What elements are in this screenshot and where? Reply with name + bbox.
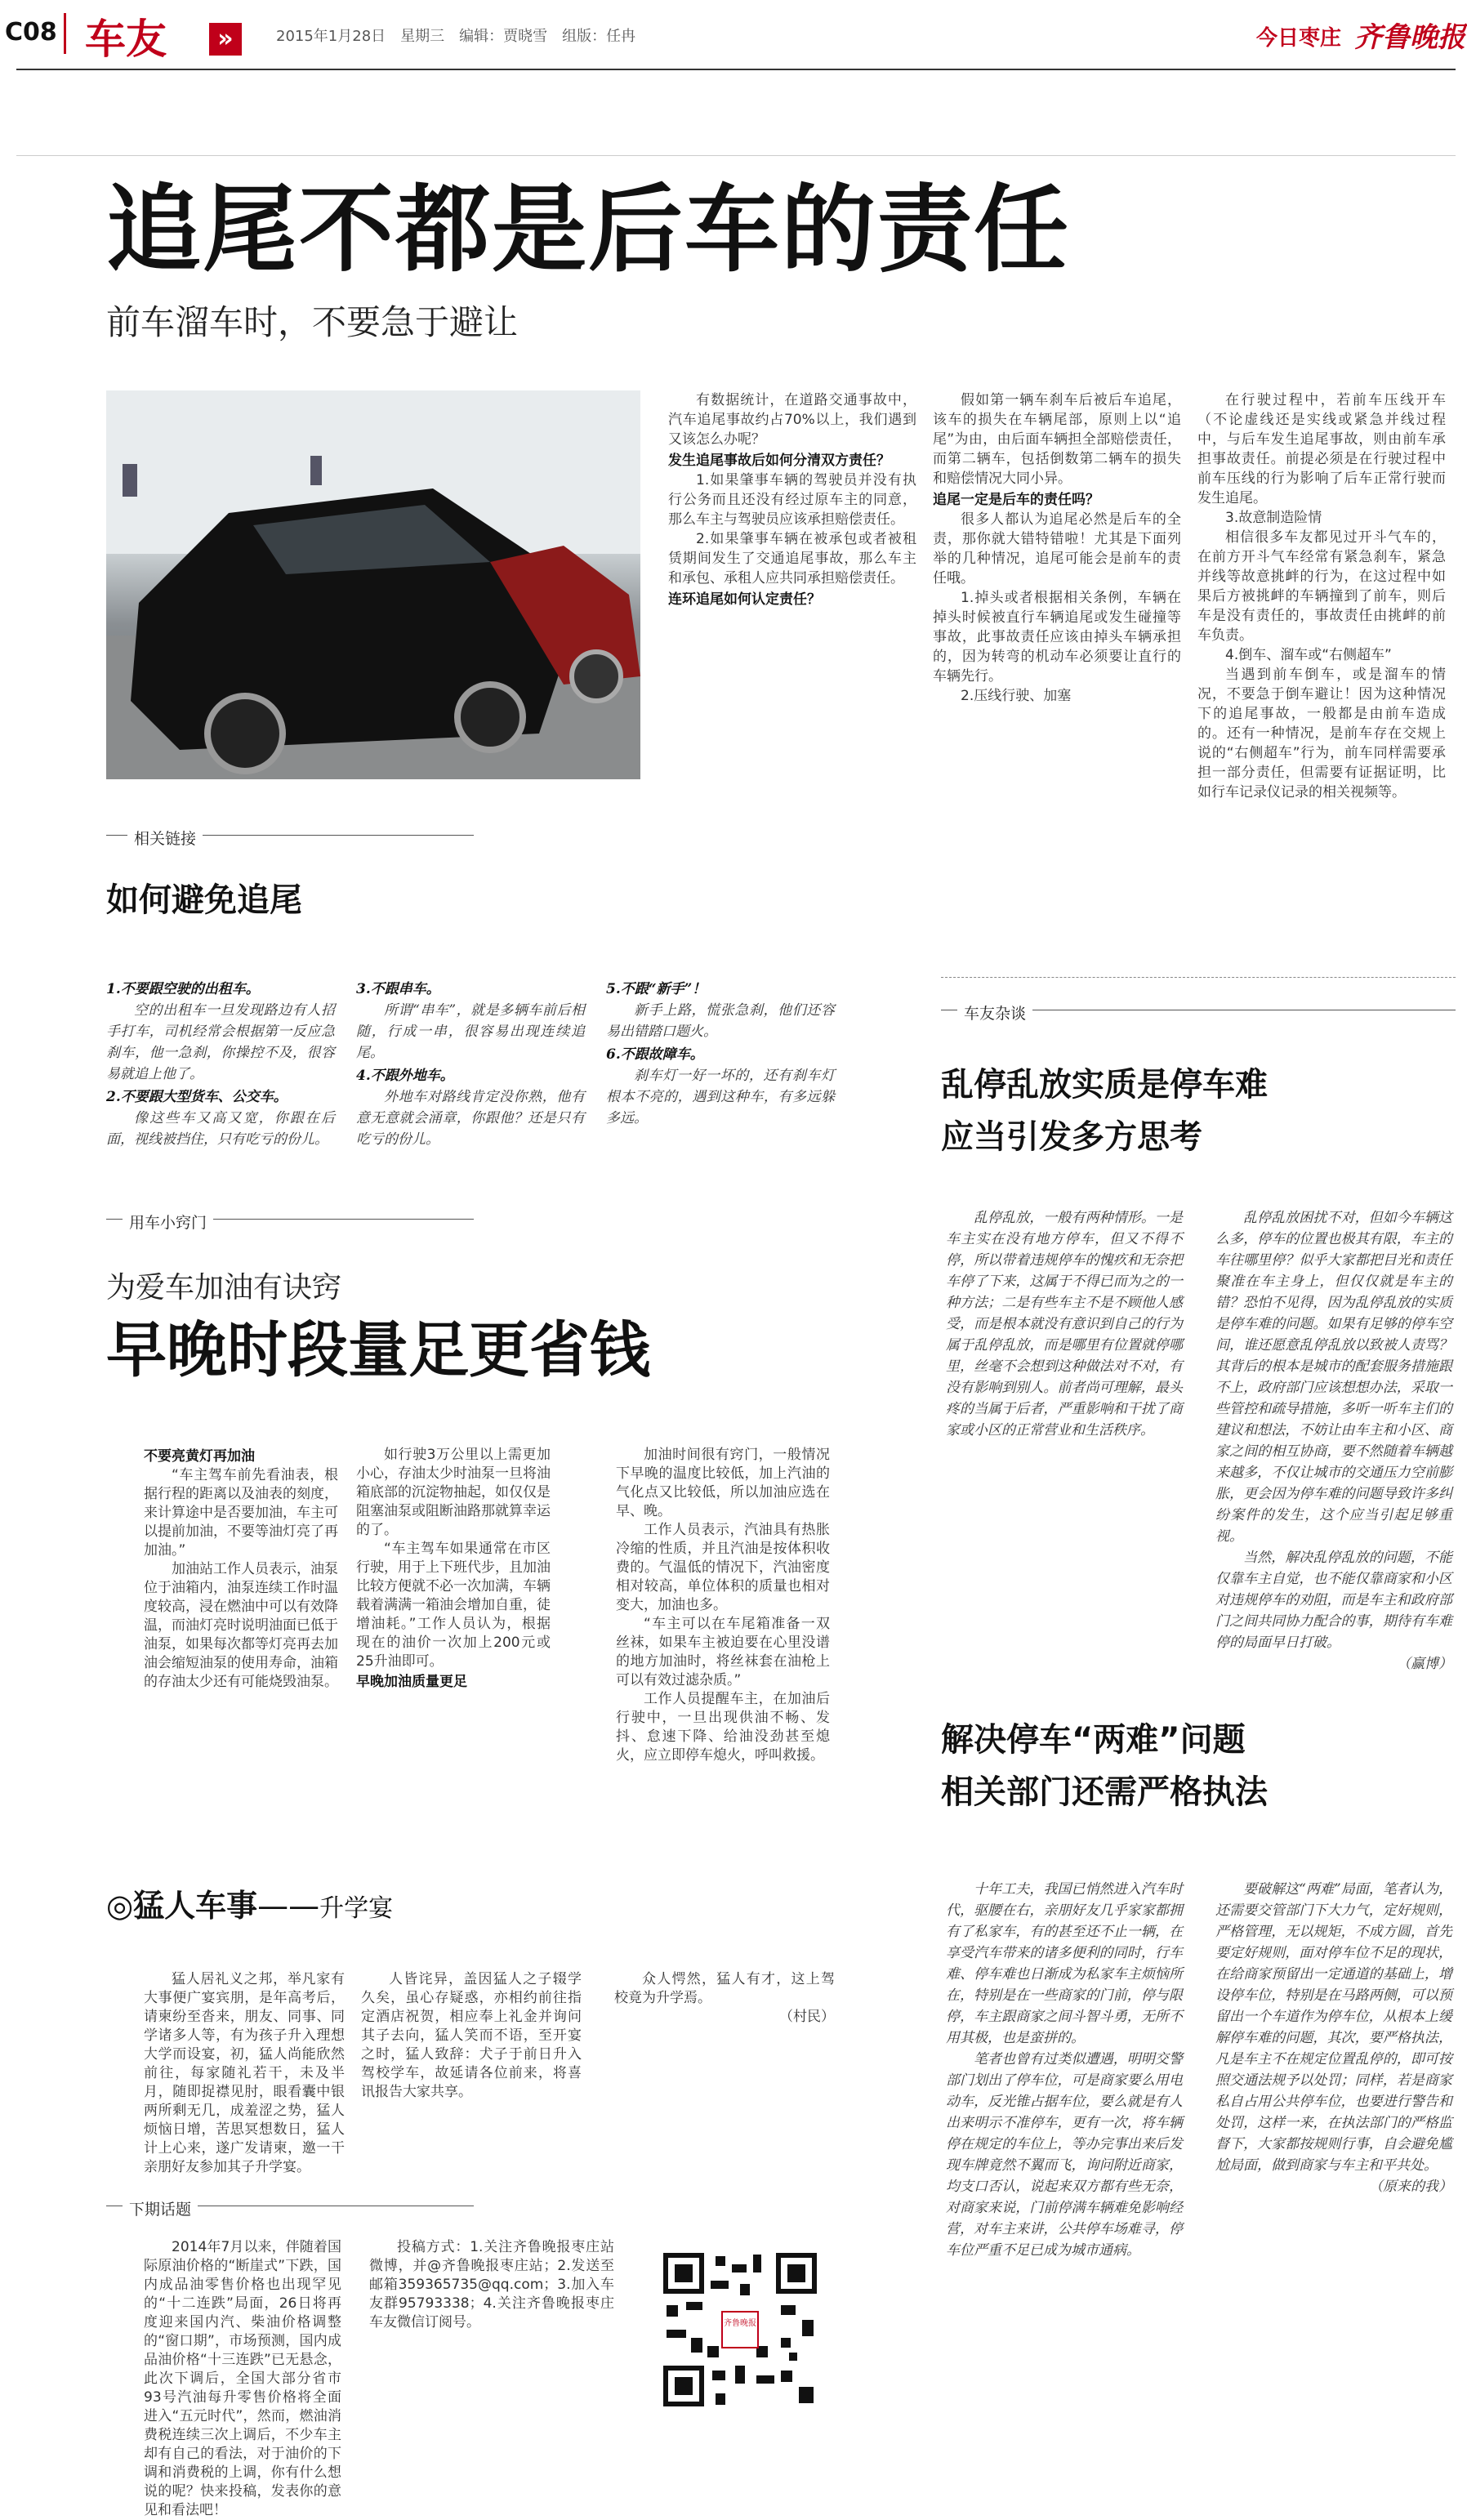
lead-headline: 追尾不都是后车的责任 bbox=[106, 175, 1070, 285]
next-body-col1 bbox=[144, 2238, 341, 2518]
link-paragraph: 1.不要跟空驶的出租车。 bbox=[106, 981, 260, 997]
issue-meta: 2015年1月28日 星期三 编辑：贾晓雪 组版：任冉 bbox=[276, 28, 636, 45]
solve-paragraph: 笔者也曾有过类似遭遇，明明交警部门划出了停车位，可是商家要么用电动车，反光锥占据车位，要么就是有人出来明示不准停车，更有一次，将车辆停在规定的车位上，等办完事出来后发现车牌竟然不翼而飞，询问附近商家，均支口否认，说起来双方都有些无奈，对商家来说，门前停满车辆难免影响经营，对车主来讲，公共停车场难寻，停车位严重不足已成为城市通病。 bbox=[946, 2051, 1183, 2259]
link-paragraphs-2 bbox=[356, 979, 585, 1150]
header-rule bbox=[16, 69, 1456, 70]
solve-body-col2 bbox=[1215, 1879, 1452, 2467]
solve-paragraphs-2 bbox=[1215, 1879, 1452, 2197]
lead-paragraph: 1.掉头或者根据相关条例，车辆在掉头时候被直行车辆追尾或发生碰撞等事故，此事故责任应该由掉头车辆承担的，因为转弯的机动车必须要让直行的车辆先行。 bbox=[933, 590, 1181, 685]
link-paragraph: 新手上路，慌张急刹，他们还容易出错踏口题火。 bbox=[606, 1002, 835, 1040]
link-paragraph: 2.不要跟大型货车、公交车。 bbox=[106, 1089, 288, 1105]
fuel-body-col2 bbox=[356, 1446, 551, 1838]
lead-paragraphs-1 bbox=[668, 390, 916, 609]
link-paragraph: 空的出租车一旦发现路边有人招手打车，司机经常会根据第一反应急刹车，他一急刹，你操控不及，很容易就追上他了。 bbox=[106, 1002, 335, 1082]
link-paragraphs-1 bbox=[106, 979, 335, 1150]
header-rule-thin bbox=[16, 155, 1456, 156]
person-title bbox=[106, 1880, 393, 1925]
talk-body-col1 bbox=[946, 1207, 1183, 1632]
link-paragraph: 刹车灯一好一坏的，还有刹车灯根本不亮的，遇到这种车，有多远躲多远。 bbox=[606, 1068, 835, 1126]
link-body-col2 bbox=[356, 977, 585, 1189]
lead-paragraph: 在行驶过程中，若前车压线开车（不论虚线还是实线或紧急并线过程中，与后车发生追尾事故，则由前车承担事故责任。前提必须是在行驶过程中前车压线的行为影响了后车正常行驶而发生追尾。 bbox=[1197, 392, 1446, 506]
link-paragraph: 6.不跟故障车。 bbox=[606, 1046, 704, 1063]
talk-tag: 车友杂谈 bbox=[957, 1001, 1032, 1024]
link-paragraph: 3.不跟串车。 bbox=[356, 981, 440, 997]
lead-body-col3 bbox=[1197, 390, 1446, 801]
fuel-headline: 早晚时段量足更省钱 bbox=[106, 1315, 650, 1385]
next-tag: 下期话题 bbox=[123, 2197, 198, 2219]
link-body-col3 bbox=[606, 977, 835, 1189]
link-body-col1 bbox=[106, 977, 335, 1189]
car-crash-illustration bbox=[106, 390, 640, 779]
fuel-body-col1 bbox=[144, 1446, 338, 1838]
lead-paragraph: 有数据统计，在道路交通事故中，汽车追尾事故约占70%以上，我们遇到又该怎么办呢？ bbox=[668, 392, 916, 448]
lead-paragraph: 2.压线行驶、加塞 bbox=[961, 688, 1072, 704]
lead-paragraph: 3.故意制造险情 bbox=[1225, 510, 1322, 526]
qr-center-label: 齐鲁晚报 bbox=[724, 2319, 756, 2328]
person-title-sub: 升学宴 bbox=[319, 1894, 394, 1923]
person-title-dash: —— bbox=[257, 1888, 320, 1924]
fuel-paragraph: “车主驾车如果通常在市区行驶，用于上下班代步，且加油比较方便就不必一次加满，车辆载着满满一箱油会增加自重，徒增油耗。”工作人员认为，根据现在的油价一次加上200元或25升油即可。 bbox=[356, 1541, 551, 1670]
solve-paragraph: 十年工夫，我国已悄然进入汽车时代，驱腰在右，亲朋好友几乎家家都拥有了私家车，有的甚至还不止一辆，在享受汽车带来的诸多便利的同时，行车难、停车难也日渐成为私家车主烦恼所在，特别是在一些商家的门前，停与限停，车主跟商家之间斗智斗勇，无所不用其极，也是蛮拼的。 bbox=[946, 1881, 1183, 2046]
lead-body-col1 bbox=[668, 390, 916, 783]
lead-paragraph: 2.如果肇事车辆在被承包或者被租赁期间发生了交通追尾事故，那么车主和承包、承租人应共同承担赔偿责任。 bbox=[668, 531, 916, 587]
talk-title-line1: 乱停乱放实质是停车难 bbox=[941, 1066, 1268, 1104]
solve-title-line1: 解决停车“两难”问题 bbox=[941, 1721, 1246, 1759]
person-paragraph: （村民） bbox=[779, 2009, 835, 2025]
person-paragraph: 众人愕然，猛人有才，这上驾校竟为升学焉。 bbox=[614, 1971, 835, 2006]
lead-paragraphs-3 bbox=[1197, 390, 1446, 802]
link-paragraph: 外地车对路线肯定没你熟，他有意无意就会涌章，你跟他？还是只有吃亏的份儿。 bbox=[356, 1089, 585, 1148]
fuel-paragraph: 工作人员表示，汽油具有热胀冷缩的性质，并且汽油是按体积收费的。气温低的情况下，汽油密度相对较高，单位体积的质量也相对变大，加油也多。 bbox=[616, 1522, 830, 1613]
lead-paragraph: 连环追尾如何认定责任？ bbox=[668, 591, 821, 608]
person-paragraphs-2 bbox=[361, 1970, 582, 2102]
person-paragraph: 人皆诧异，盖因猛人之子辍学久矣，虽心存疑惑，亦相约前往指定酒店祝贺，相应奉上礼金并询问其子去向，猛人笑而不语，至开宴之时，猛人致辞：犬子于前日升入驾校学车，故延请各位前来，将喜讯报告大家共享。 bbox=[361, 1971, 582, 2100]
lead-paragraph: 1.如果肇事车辆的驾驶员并没有执行公务而且还没有经过原车主的同意，那么车主与驾驶员应该承担赔偿责任。 bbox=[668, 472, 916, 528]
fuel-paragraphs-3 bbox=[616, 1446, 830, 1765]
link-paragraph: 4.不跟外地车。 bbox=[356, 1068, 454, 1084]
qr-code-graphic bbox=[658, 2248, 822, 2411]
section-arrow-icon: » bbox=[209, 23, 242, 56]
lead-paragraph: 很多人都认为追尾必然是后车的全责，那你就大错特错啦！尤其是下面列举的几种情况，追尾可能会是前车的责任哦。 bbox=[933, 511, 1181, 587]
fuel-kicker: 为爱车加油有诀窍 bbox=[106, 1271, 342, 1305]
fuel-paragraph: 如行驶3万公里以上需更加小心，存油太少时油泵一旦将油箱底部的沉淀物抽起，如仅仅是阻塞油泵或阻断油路那就算幸运的了。 bbox=[356, 1447, 551, 1538]
next-paragraph: 2014年7月以来，伴随着国际原油价格的“断崖式”下跌，国内成品油零售价格也出现罕见的“十二连跌”局面，26日将再度迎来国内汽、柴油价格调整的“窗口期”，市场预测，国内成品油价格“十三连跌”已无悬念，此次下调后，全国大部分省市93号汽油每升零售价格将全面进入“五元时代”，然而，燃油消费税连续三次上调后，不少车主却有自己的看法，对于油价的下调和消费税的上调，你有什么想说的呢？快来投稿，发表你的意见和看法吧！ bbox=[144, 2239, 341, 2518]
fuel-paragraphs-1 bbox=[144, 1447, 338, 1692]
fuel-paragraph: 加油站工作人员表示，油泵位于油箱内，油泵连续工作时温度较高，浸在燃油中可以有效降温，而油灯亮时说明油面已低于油泵，如果每次都等灯亮再去加油会缩短油泵的使用寿命，油箱的存油太少还有可能烧毁油泵。 bbox=[144, 1561, 338, 1690]
link-paragraph: 5.不跟“新手”！ bbox=[606, 981, 707, 997]
lead-body-col2 bbox=[933, 390, 1181, 783]
lead-paragraph: 相信很多车友都见过开斗气车的，在前方开斗气车经常有紧急刹车，紧急并线等故意挑衅的行为，在这过程中如果后方被挑衅的车辆撞到了前车，则后车是没有责任的，事故责任由挑衅的前车负责。 bbox=[1197, 529, 1446, 644]
next-body-col2 bbox=[369, 2238, 614, 2483]
fuel-paragraph: “车主可以在车尾箱准备一双丝袜，如果车主被迫要在心里没谱的地方加油时，将丝袜套在油枪上可以有效过滤杂质。” bbox=[616, 1616, 830, 1688]
lead-subheadline: 前车溜车时，不要急于避让 bbox=[106, 302, 519, 342]
fuel-paragraph: 不要亮黄灯再加油 bbox=[144, 1448, 255, 1465]
talk-paragraph: 当然，解决乱停乱放的问题，不能仅靠车主自觉，也不能仅靠商家和小区对违规停车的劝阻，而是车主和政府部门之间共同协力配合的事，期待有车难停的局面早日打破。 bbox=[1215, 1550, 1452, 1651]
talk-body-col2 bbox=[1215, 1207, 1452, 1672]
fuel-paragraphs-2 bbox=[356, 1446, 551, 1692]
next-paragraph: 投稿方式：1.关注齐鲁晚报枣庄站微博，并@齐鲁晚报枣庄站；2.发送至邮箱359365735@qq.com；3.加入车友群95793338；4.关注齐鲁晚报枣庄车友微信订阅号。 bbox=[369, 2239, 614, 2330]
talk-title-line2: 应当引发多方思考 bbox=[941, 1118, 1202, 1156]
talk-paragraphs-2 bbox=[1215, 1207, 1452, 1675]
solve-title-line2: 相关部门还需严格执法 bbox=[941, 1773, 1268, 1811]
solve-body-col1 bbox=[946, 1879, 1183, 2467]
section-title: 车友 bbox=[85, 16, 167, 63]
lead-paragraph: 追尾一定是后车的责任吗？ bbox=[933, 492, 1099, 508]
fuel-paragraph: 加油时间很有窍门，一般情况下早晚的温度比较低，加上汽油的气化点又比较低，所以加油应选在早、晚。 bbox=[616, 1447, 830, 1519]
header-divider-tick bbox=[64, 13, 66, 54]
fuel-paragraph: 早晚加油质量更足 bbox=[356, 1674, 467, 1690]
person-body-col1 bbox=[144, 1970, 345, 2175]
link-tag: 相关链接 bbox=[127, 827, 203, 849]
lead-paragraph: 发生追尾事故后如何分清双方责任？ bbox=[668, 453, 890, 469]
next-paragraphs-2 bbox=[369, 2238, 614, 2332]
qr-code[interactable] bbox=[658, 2248, 822, 2411]
person-paragraph: 猛人居礼义之邦，举凡家有大事便广宴宾朋，是年高考后，请柬纷至沓来，朋友、同事、同学诸多人等，有为孩子升入理想大学而设宴，初，猛人尚能欣然前往，每家随礼若干，未及半月，随即捉襟见肘，眼看囊中银两所剩无几，成羞涩之势，猛人烦恼日增，苦思冥想数日，猛人计上心来，遂广发请柬，邀一干亲朋好友参加其子升学宴。 bbox=[144, 1971, 345, 2175]
brand-logo: 齐鲁晚报 bbox=[1354, 21, 1465, 54]
talk-paragraphs-1 bbox=[946, 1207, 1183, 1441]
link-paragraph: 所谓“串车”，就是多辆车前后相随，行成一串，很容易出现连续追尾。 bbox=[356, 1002, 585, 1061]
person-paragraphs-3 bbox=[614, 1970, 835, 2027]
person-body-col2 bbox=[361, 1970, 582, 2158]
fuel-tag: 用车小窍门 bbox=[123, 1211, 213, 1233]
brand-small: 今日枣庄 bbox=[1256, 26, 1342, 51]
person-paragraphs-1 bbox=[144, 1970, 345, 2177]
lead-paragraph: 当遇到前车倒车，或是溜车的情况，不要急于倒车避让！因为这种情况下的追尾事故，一般都是由前车造成的。还有一种情况，是前车存在交规上说的“右侧超车”行为，前车同样需要承担一部分责任，但需要有证据证明，比如行车记录仪记录的相关视频等。 bbox=[1197, 667, 1446, 801]
fuel-paragraph: “车主驾车前先看油表，根据行程的距离以及油表的刻度，来计算途中是否要加油，车主可以提前加油，不要等油灯亮了再加油。” bbox=[144, 1467, 338, 1559]
solve-paragraph: 要破解这“两难”局面，笔者认为，还需要交管部门下大力气，定好规则，严格管理，无以规矩，不成方圆，首先要定好规则，面对停车位不足的现状，在给商家预留出一定通道的基础上，增设停车位，特别是在马路两侧，可以预留出一个车道作为停车位，从根本上缓解停车难的问题，其次，要严格执法，凡是车主不在规定位置乱停的，即可按照交通法规予以处罚；同样，若是商家私自占用公共停车位，也要进行警告和处罚，这样一来，在执法部门的严格监督下，大家都按规则行事，自会避免尴尬局面，做到商家与车主和平共处。 bbox=[1215, 1881, 1452, 2174]
link-title: 如何避免追尾 bbox=[106, 881, 302, 919]
page-number: C08 bbox=[5, 18, 57, 47]
person-body-col3 bbox=[614, 1970, 835, 2158]
lead-photo bbox=[106, 390, 640, 779]
solve-paragraphs-1 bbox=[946, 1879, 1183, 2261]
lead-paragraph: 假如第一辆车刹车后被后车追尾，该车的损失在车辆尾部，原则上以“追尾”为由，由后面车辆担全部赔偿责任，而第二辆车，包括倒数第二辆车的损失和赔偿情况大同小异。 bbox=[933, 392, 1181, 487]
talk-paragraph: （赢博） bbox=[1397, 1656, 1452, 1672]
next-paragraphs-1 bbox=[144, 2238, 341, 2520]
talk-paragraph: 乱停乱放困扰不对，但如今车辆这么多，停车的位置也极其有限，车主的车往哪里停？似乎大家都把目光和责任聚准在车主身上，但仅仅就是车主的错？恐怕不见得，因为乱停乱放的实质是停车难的问题。如果有足够的停车空间，谁还愿意乱停乱放以致被人责骂？其背后的根本是城市的配套服务措施跟不上，政府部门应该想想办法，采取一些管控和疏导措施，多听一听车主们的建议和想法，不妨让由车主和小区、商家之间的相互协商，要不然随着车辆越来越多，不仅让城市的交通压力空前膨胀，更会因为停车难的问题导致许多纠纷案件的发生，这个应当引起足够重视。 bbox=[1215, 1210, 1452, 1545]
person-title-main: ◎猛人车事 bbox=[106, 1888, 258, 1924]
talk-paragraph: 乱停乱放，一般有两种情形。一是车主实在没有地方停车，但又不得不停，所以带着违规停车的愧疚和无奈把车停了下来，这属于不得已而为之的一种方法；二是有些车主不是不顾他人感受，而是根本就没有意识到自己的行为属于乱停乱放，而是哪里有位置就停哪里，丝毫不会想到这种做法对不对，有没有影响到别人。前者尚可理解，最头疼的当属于后者，严重影响和干扰了商家或小区的正常营业和生活秩序。 bbox=[946, 1210, 1183, 1438]
lead-paragraph: 4.倒车、溜车或“右侧超车” bbox=[1225, 647, 1392, 663]
solve-paragraph: （原来的我） bbox=[1369, 2179, 1452, 2195]
link-paragraphs-3 bbox=[606, 979, 835, 1129]
lead-paragraphs-2 bbox=[933, 390, 1181, 706]
link-paragraph: 像这些车又高又宽，你跟在后面，视线被挡住，只有吃亏的份儿。 bbox=[106, 1110, 335, 1148]
talk-dash-rule bbox=[941, 977, 1456, 978]
fuel-body-col3 bbox=[616, 1446, 830, 1838]
fuel-paragraph: 工作人员提醒车主，在加油后行驶中，一旦出现供油不畅、发抖、怠速下降、给油没劲甚至熄火，应立即停车熄火，呼叫救援。 bbox=[616, 1691, 830, 1764]
